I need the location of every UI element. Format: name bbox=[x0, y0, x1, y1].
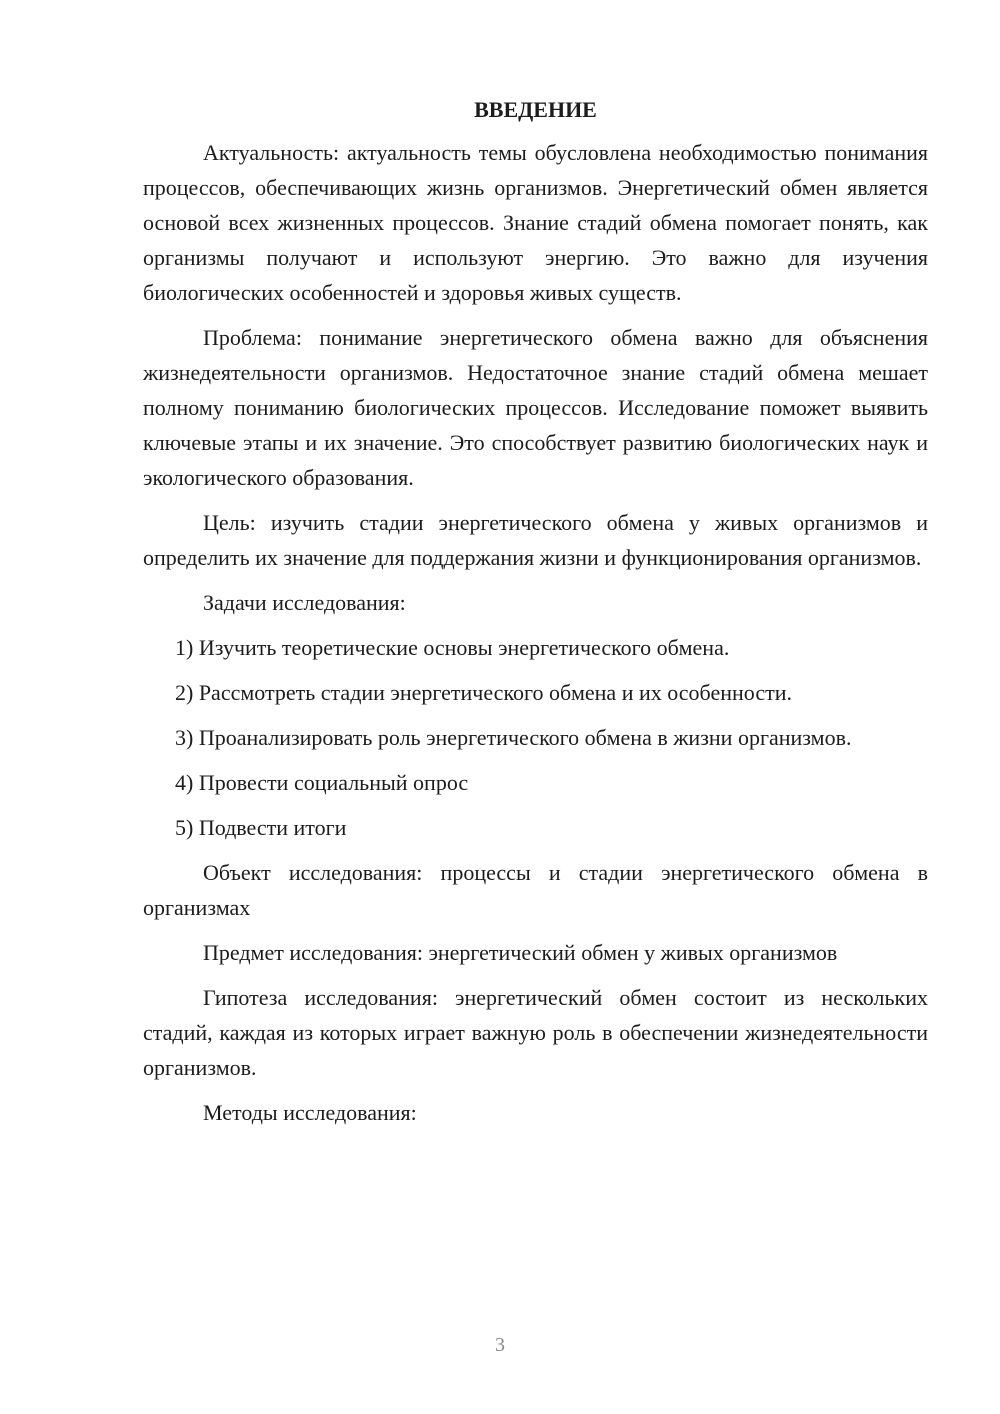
tasks-heading: Задачи исследования: bbox=[203, 590, 406, 615]
task-item-2: 2) Рассмотреть стадии энергетического обмена и их особенности. bbox=[175, 680, 792, 705]
paragraph-hypothesis: Гипотеза исследования: энергетический обмен состоит из нескольких стадий, каждая из которых играет важную роль в обеспечении жизнедеятельности организмов. bbox=[143, 985, 928, 1080]
task-item-4: 4) Провести социальный опрос bbox=[175, 770, 469, 795]
task-item-3: 3) Проанализировать роль энергетического обмена в жизни организмов. bbox=[175, 725, 852, 750]
document-page bbox=[143, 92, 928, 1140]
paragraph-goal: Цель: изучить стадии энергетического обмена у живых организмов и определить их значение для поддержания жизни и функционирования организмов. bbox=[143, 510, 928, 570]
paragraph-object: Объект исследования: процессы и стадии энергетического обмена в организмах bbox=[143, 860, 928, 920]
page-title: ВВЕДЕНИЕ bbox=[474, 97, 597, 122]
paragraph-relevance: Актуальность: актуальность темы обусловлена необходимостью понимания процессов, обеспечивающих жизнь организмов. Энергетический обмен является основой всех жизненных процессов. Знание стадий обмена помогает понять, как организмы получают и используют энергию. Это важно для изучения биологических особенностей и здоровья живых существ. bbox=[143, 140, 928, 305]
paragraph-problem: Проблема: понимание энергетического обмена важно для объяснения жизнедеятельности организмов. Недостаточное знание стадий обмена мешает полному пониманию биологических процессов. Исследование поможет выявить ключевые этапы и их значение. Это способствует развитию биологических наук и экологического образования. bbox=[143, 325, 928, 490]
task-item-1: 1) Изучить теоретические основы энергетического обмена. bbox=[175, 635, 730, 660]
task-item-5: 5) Подвести итоги bbox=[175, 815, 347, 840]
page-number: 3 bbox=[495, 1334, 505, 1356]
paragraph-subject: Предмет исследования: энергетический обмен у живых организмов bbox=[203, 940, 838, 965]
paragraph-methods: Методы исследования: bbox=[203, 1100, 417, 1125]
